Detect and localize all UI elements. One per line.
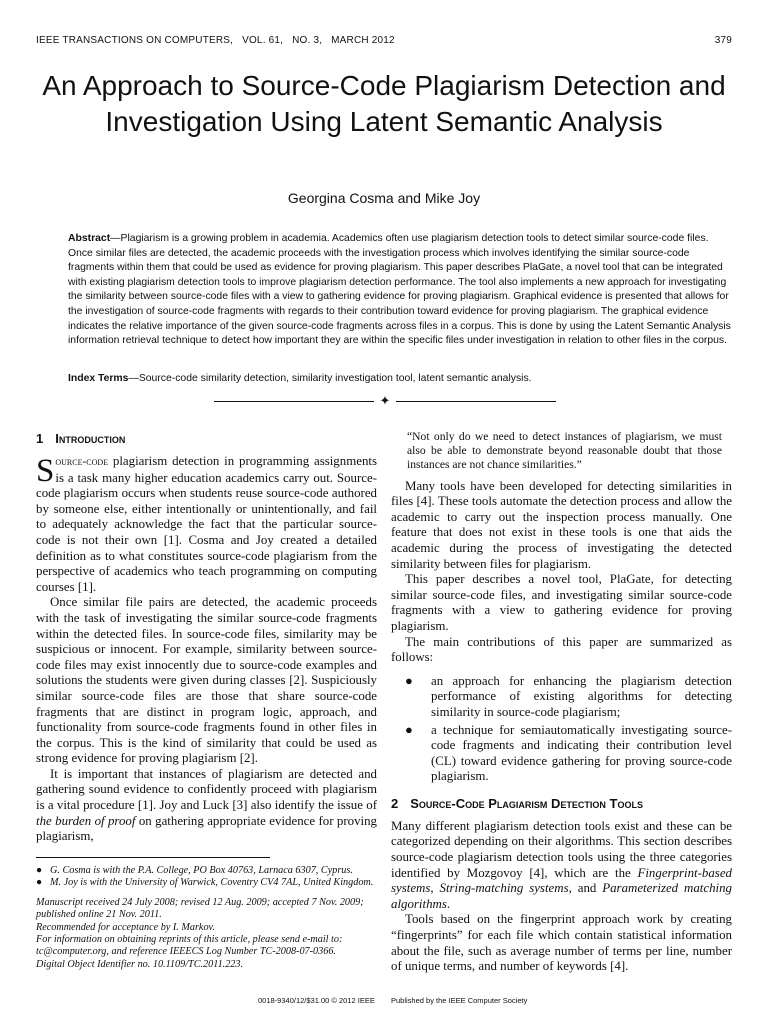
- section-2-number: 2: [391, 795, 399, 811]
- paper-title: An Approach to Source-Code Plagiarism Detection and Investigation Using Latent Semantic Analysis: [42, 70, 726, 137]
- journal-citation: IEEE TRANSACTIONS ON COMPUTERS, VOL. 61, NO. 3, MARCH 2012: [36, 35, 395, 46]
- history-reprints: For information on obtaining reprints of this article, please send e-mail to: tc@computer.org, and reference IEEECS Log Number TC-2008-07-0366.: [36, 934, 343, 958]
- bullet-icon: ●: [405, 673, 413, 688]
- divider-line-right: [396, 401, 556, 402]
- index-terms-label: Index Terms: [68, 373, 129, 384]
- footnote-affiliation-1-text: G. Cosma is with the P.A. College, PO Box 40763, Larnaca 6307, Cyprus.: [50, 865, 353, 876]
- column-left: [36, 430, 377, 845]
- section-1-heading: [36, 430, 377, 448]
- footer-copyright: 0018-9340/12/$31.00 © 2012 IEEE: [258, 996, 375, 1005]
- contribution-item-2-text: a technique for semiautomatically investigating source-code fragments and indicating their contribution level (CL) toward evidence gathering for proving source-code plagiarism.: [431, 722, 732, 784]
- burden-of-proof-emphasis: the burden of proof: [36, 813, 136, 828]
- section-1-number: 1: [36, 431, 44, 446]
- intro-paragraph-6: The main contributions of this paper are summarized as follows:: [391, 634, 732, 665]
- parameterized-matching-term: Parameterized matching algorithms: [391, 881, 733, 911]
- contribution-item-2: [391, 723, 732, 785]
- tools-paragraph-1-start: Many different plagiarism detection tools exist and these can be categorized depending on their algorithms. This section describes source-code plagiarism detection tools using the three categories identified by Mozgovoy [4], which are the: [391, 818, 732, 880]
- string-matching-term: String-matching systems: [439, 881, 569, 896]
- intro-paragraph-3: [36, 767, 377, 845]
- section-1-title: Introduction: [55, 431, 126, 446]
- dropcap-smallcaps: ource-code: [55, 456, 109, 468]
- footnote-rule: [36, 857, 270, 858]
- divider-diamond-icon: ✦: [379, 393, 391, 408]
- fingerprint-systems-term: Fingerprint-based systems: [391, 865, 732, 896]
- history-received: Manuscript received 24 July 2008; revised 12 Aug. 2009; accepted 7 Nov. 2009; published online 21 Nov. 2011.: [36, 896, 364, 921]
- footnote-affiliation-1: [36, 865, 377, 877]
- tools-paragraph-1-end: .: [446, 896, 451, 911]
- intro-paragraph-1: [36, 454, 377, 595]
- tools-conjunction: , and: [568, 881, 603, 896]
- index-terms: [68, 372, 732, 386]
- tools-paragraph-2: Tools based on the fingerprint approach work by creating “fingerprints” for each file which contain statistical information about the file, such as average number of terms per line, number of unique terms, and number of keywords [4].: [391, 912, 732, 974]
- footnote-bullet-icon: ●: [36, 865, 43, 876]
- intro-paragraph-2: Once similar file pairs are detected, the academic proceeds with the task of investigating the similar source-code fragments within the detected files. In source-code files, similarity may be suspicious or innocent. For example, similarity between source-code files may exist innocently due to source-code examples and solutions the students were given during classes [2]. Suspiciously similar source-code files are those that share source-code fragments that are distinct in program logic, approach, and functionality from source-code fragments found in other files in the corpus. This is the kind of similarity that could be used as strong evidence for proving plagiarism [2].: [36, 595, 377, 766]
- contribution-item-1: [391, 674, 732, 721]
- intro-paragraph-1-text: plagiarism detection in programming assignments is a task many higher education academics carry out. Source-code plagiarism occurs when students reuse source-code authored by someone else, either intentionally or unintentionally, and fail to adequately acknowledge the fact that the particular source-code is not their own [1]. Cosma and Joy created a detailed definition as to what constitutes source-code plagiarism from the perspective of academics who teach programming on computing courses [1].: [36, 454, 377, 594]
- section-divider: [214, 394, 556, 408]
- footnote-bullet-icon: ●: [36, 877, 43, 889]
- bullet-icon: ●: [405, 722, 413, 737]
- footnotes: [36, 865, 377, 971]
- abstract-label: Abstract: [68, 233, 111, 244]
- footnote-affiliation-2: [36, 877, 377, 889]
- intro-paragraph-5: This paper describes a novel tool, PlaGate, for detecting similar source-code files, and investigating similar source-code fragments with a view to gathering evidence for proving plagiarism.: [391, 572, 732, 633]
- tools-paragraph-1: [391, 819, 732, 913]
- running-head: [36, 35, 732, 49]
- block-quote: “Not only do we need to detect instances of plagiarism, we must also be able to demonstrate beyond reasonable doubt that those instances are not chance similarities.”: [407, 430, 722, 472]
- footnote-affiliation-2-text: M. Joy is with the University of Warwick, Coventry CV4 7AL, United Kingdom.: [50, 877, 374, 889]
- divider-line-left: [214, 401, 374, 402]
- intro-paragraph-3-start: It is important that instances of plagiarism are detected and gathering sound evidence to confidently proceed with plagiarism is a vital procedure [1]. Joy and Luck [3] also identify the issue of: [36, 766, 377, 813]
- section-2-title: Source-Code Plagiarism Detection Tools: [410, 795, 643, 811]
- footer-publisher: Published by the IEEE Computer Society: [391, 996, 528, 1005]
- history-recommended: Recommended for acceptance by I. Markov.: [36, 921, 215, 933]
- tools-separator: ,: [430, 881, 440, 896]
- intro-paragraph-4: Many tools have been developed for detecting similarities in files [4]. These tools automate the detection process and allow the academic to carry out the inspection process manually. One feature that does not exist in these tools is one that aids the academic during the process of investigating the detected similarity between files for plagiarism.: [391, 478, 732, 571]
- history-doi: Digital Object Identifier no. 10.1109/TC.2011.223.: [36, 958, 244, 970]
- paper-authors: Georgina Cosma and Mike Joy: [287, 190, 481, 206]
- manuscript-history: [36, 897, 377, 971]
- intro-paragraph-3-end: on gathering appropriate evidence for proving plagiarism,: [36, 813, 377, 844]
- index-terms-text: —Source-code similarity detection, similarity investigation tool, latent semantic analysis.: [128, 373, 532, 384]
- section-2-heading: [391, 795, 732, 813]
- page-number: 379: [714, 35, 732, 46]
- contribution-item-1-text: an approach for enhancing the plagiarism detection performance of existing algorithms for detecting similarity in source-code plagiarism;: [431, 673, 732, 719]
- column-right: [391, 430, 732, 975]
- contributions-list: [391, 674, 732, 785]
- abstract: [68, 232, 732, 349]
- dropcap: S: [36, 453, 55, 489]
- abstract-text: —Plagiarism is a growing problem in academia. Academics often use plagiarism detection tools to detect similar source-code files. Once similar files are detected, the academic proceeds with the investigation process which involves identifying the similar source-code fragments within them that could be used as evidence for proving plagiarism. This paper describes PlaGate, a novel tool that can be integrated with existing plagiarism detection tools to improve plagiarism detection performance. The tool also implements a new approach for investigating the similarity between source-code files with a view to gathering evidence for proving plagiarism. Graphical evidence is presented that allows for the investigation of source-code fragments with regards to their contribution toward evidence for proving plagiarism. The graphical evidence indicates the relative importance of the given source-code fragments across files in a corpus. This is done by using the Latent Semantic Analysis information retrieval technique to detect how important they are within the specific files under investigation in relation to other files in the corpus.: [68, 233, 731, 347]
